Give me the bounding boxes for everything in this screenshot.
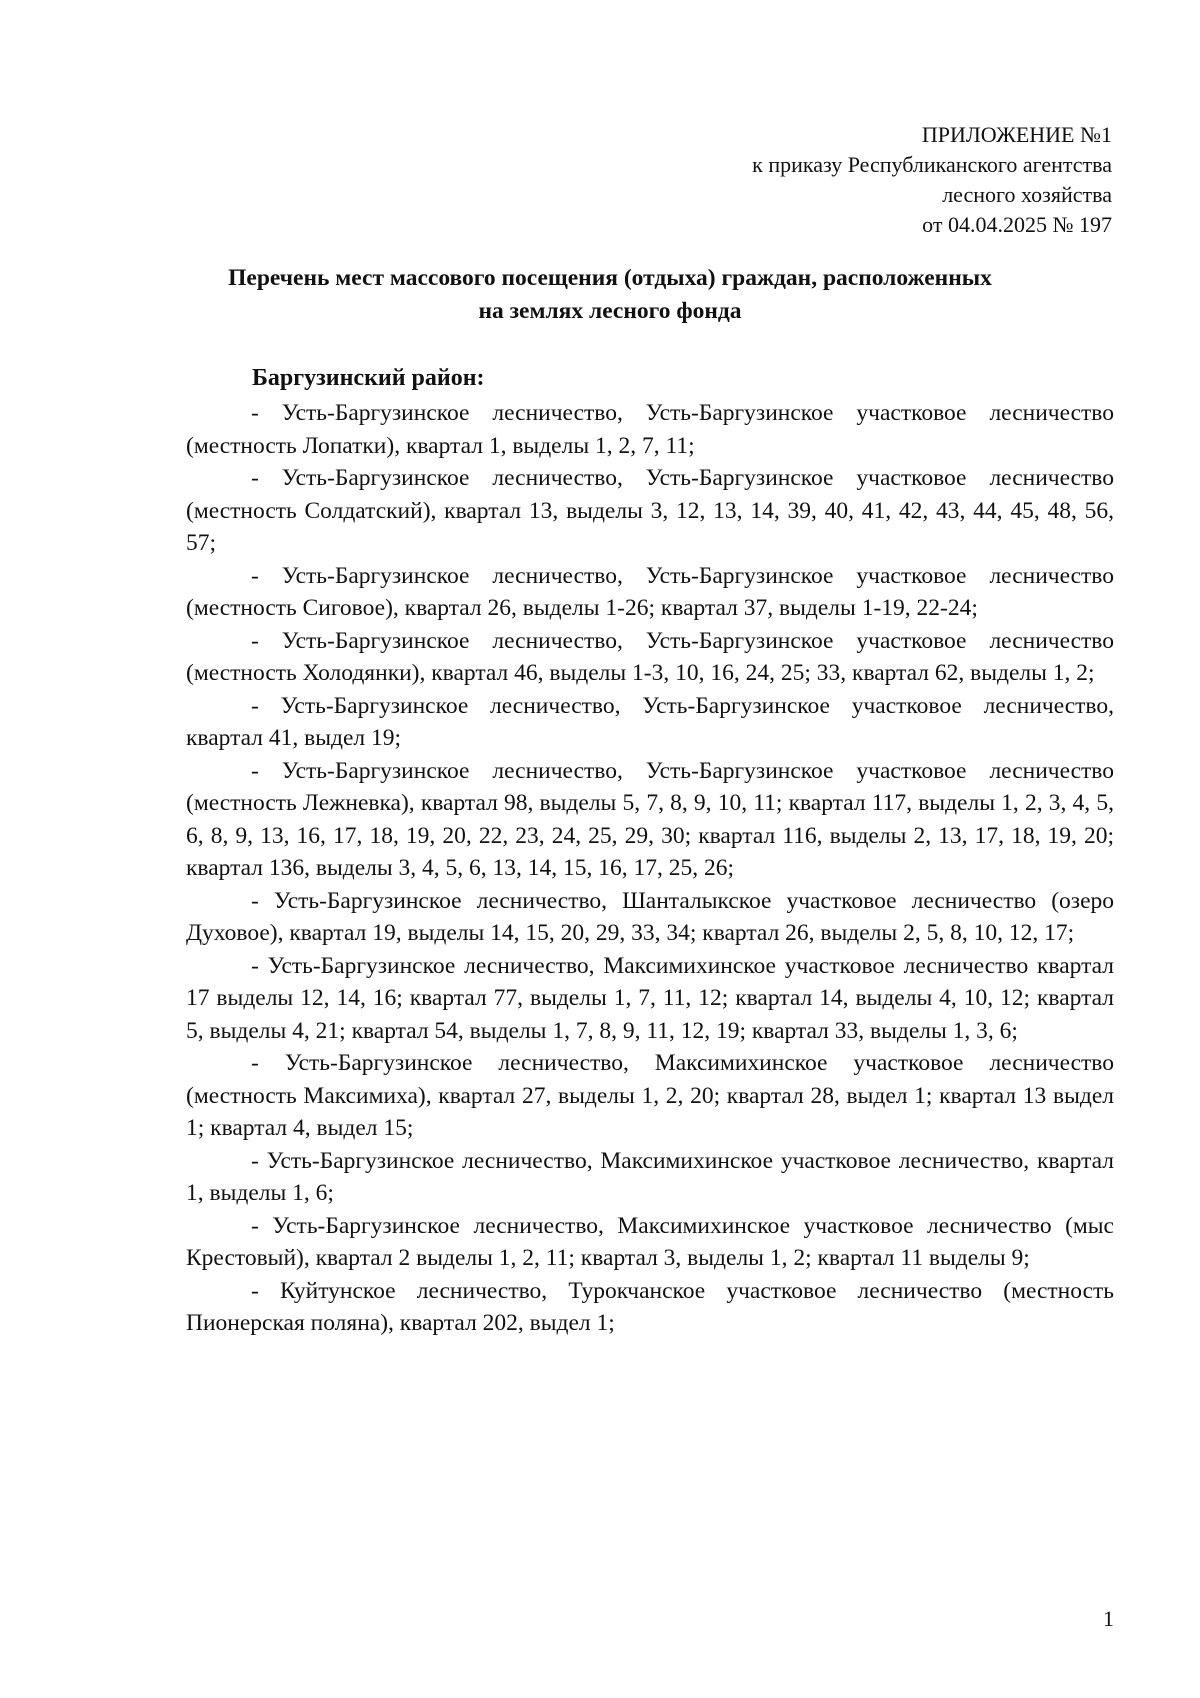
appendix-header (592, 120, 1112, 240)
list-item: - Усть-Баргузинское лесничество, Усть-Баргузинское участковое лесничество (местность Лопатки), квартал 1, выделы 1, 2, 7, 11; (186, 400, 1114, 459)
district-heading: Баргузинский район: (252, 365, 485, 391)
appendix-number: ПРИЛОЖЕНИЕ №1 (921, 122, 1112, 147)
list-item: - Усть-Баргузинское лесничество, Максимихинское участковое лесничество (мыс Крестовый), квартал 2 выделы 1, 2, 11; квартал 3, выделы 1, 2; квартал 11 выделы 9; (186, 1212, 1114, 1271)
list-item: - Куйтунское лесничество, Турокчанское участковое лесничество (местность Пионерская поляна), квартал 202, выдел 1; (186, 1277, 1114, 1336)
list-item: - Усть-Баргузинское лесничество, Усть-Баргузинское участковое лесничество (местность Лежневка), квартал 98, выделы 5, 7, 8, 9, 10, 11; квартал 117, выделы 1, 2, 3, 4, 5, 6, 8, 9, 13, 16, 17, 18, 19, 20, 22, 23, 24, 25, 29, 30; квартал 116, выделы 2, 13, 17, 18, 19, 20; квартал 136, выделы 3, 4, 5, 6, 13, 14, 15, 16, 17, 25, 26; (186, 757, 1114, 881)
entries-list (186, 397, 1114, 1340)
list-item: - Усть-Баргузинское лесничество, Усть-Баргузинское участковое лесничество, квартал 41, выдел 19; (186, 692, 1114, 751)
list-item: - Усть-Баргузинское лесничество, Усть-Баргузинское участковое лесничество (местность Сиговое), квартал 26, выделы 1-26; квартал 37, выделы 1-19, 22-24; (186, 562, 1114, 621)
list-item: - Усть-Баргузинское лесничество, Максимихинское участковое лесничество (местность Максимиха), квартал 27, выделы 1, 2, 20; квартал 28, выдел 1; квартал 13 выдел 1; квартал 4, выдел 15; (186, 1050, 1114, 1141)
list-item: - Усть-Баргузинское лесничество, Максимихинское участковое лесничество, квартал 1, выделы 1, 6; (186, 1147, 1114, 1206)
appendix-order-reference: к приказу Республиканского агентства (752, 152, 1112, 177)
appendix-order-date: от 04.04.2025 № 197 (922, 212, 1112, 237)
list-item: - Усть-Баргузинское лесничество, Усть-Баргузинское участковое лесничество (местность Солдатский), квартал 13, выделы 3, 12, 13, 14, 39, 40, 41, 42, 43, 44, 45, 48, 56, 57; (186, 465, 1114, 556)
appendix-agency: лесного хозяйства (942, 182, 1112, 207)
list-item: - Усть-Баргузинское лесничество, Усть-Баргузинское участковое лесничество (местность Холодянки), квартал 46, выделы 1-3, 10, 16, 24, 25; 33, квартал 62, выделы 1, 2; (186, 627, 1114, 686)
document-title (150, 262, 1070, 328)
list-item: - Усть-Баргузинское лесничество, Шанталыкское участковое лесничество (озеро Духовое), квартал 19, выделы 14, 15, 20, 29, 33, 34; квартал 26, выделы 2, 5, 8, 10, 12, 17; (186, 887, 1114, 946)
list-item: - Усть-Баргузинское лесничество, Максимихинское участковое лесничество квартал 17 выделы 12, 14, 16; квартал 77, выделы 1, 7, 11, 12; квартал 14, выделы 4, 10, 12; квартал 5, выделы 4, 21; квартал 54, выделы 1, 7, 8, 9, 11, 12, 19; квартал 33, выделы 1, 3, 6; (186, 952, 1114, 1044)
document-title-line-1: Перечень мест массового посещения (отдыха) граждан, расположенных (228, 265, 992, 291)
document-title-line-2: на землях лесного фонда (478, 298, 742, 324)
page-number: 1 (1103, 1606, 1114, 1631)
